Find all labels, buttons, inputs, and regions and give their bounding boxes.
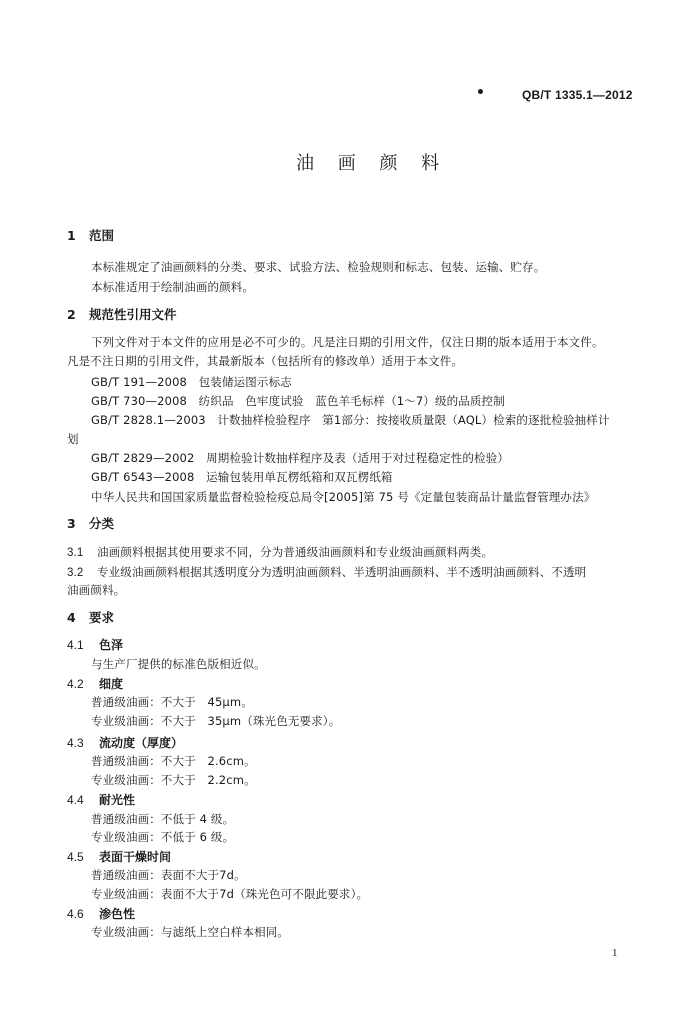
subclause-title: 耐光性 [99,793,136,807]
subclause-heading [67,737,183,749]
clause-text-continuation: 油画颜料。 [67,583,126,597]
reference-item: GB/T 2828.1—2003 计数抽样检验程序 第1部分：按接收质量限（AQL）检索的逐批检验抽样计 [91,413,610,427]
requirement-line: 专业级油画：不低于 6 级。 [91,830,235,844]
section-number: 1 [67,228,76,243]
clause-3-1 [67,547,493,560]
subclause-title: 表面干燥时间 [99,850,172,864]
subclause-heading [67,639,123,651]
paragraph: 本标准规定了油画颜料的分类、要求、试验方法、检验规则和标志、包装、运输、贮存。 [91,260,546,274]
requirement-line: 普通级油画：表面不大于7d。 [91,868,246,882]
reference-item: GB/T 730—2008 纺织品 色牢度试验 蓝色羊毛标样（1～7）级的品质控制 [91,394,505,408]
subclause-number: 4.5 [67,850,84,864]
subclause-number: 4.6 [67,907,84,921]
section-number: 4 [67,610,76,625]
paragraph: 下列文件对于本文件的应用是必不可少的。凡是注日期的引用文件，仅注日期的版本适用于本文件。 [91,335,604,349]
section-title: 规范性引用文件 [89,307,177,322]
requirement-line: 普通级油画：不大于 45μm。 [91,695,253,709]
paragraph: 凡是不注日期的引用文件，其最新版本（包括所有的修改单）适用于本文件。 [67,354,464,368]
subclause-title: 色泽 [99,638,124,652]
clause-text: 油画颜料根据其使用要求不同，分为普通级油画颜料和专业级油画颜料两类。 [97,545,494,559]
requirement-line: 普通级油画：不大于 2.6cm。 [91,754,256,768]
clause-text: 专业级油画颜料根据其透明度分为透明油画颜料、半透明油画颜料、半不透明油画颜料、不透明 [97,565,587,579]
subclause-heading [67,851,171,863]
page-number: 1 [612,947,618,959]
requirement-line: 专业级油画：与滤纸上空白样本相同。 [91,925,290,939]
clause-number: 3.1 [67,547,84,559]
section-3-heading [67,518,114,531]
reference-item-continuation: 划 [67,432,79,446]
section-title: 要求 [89,610,115,625]
subclause-number: 4.2 [67,677,84,691]
section-title: 范围 [89,228,115,243]
reference-item: GB/T 191—2008 包装储运图示标志 [91,375,292,389]
document-title: 油 画 颜 料 [296,153,449,174]
subclause-number: 4.3 [67,736,84,750]
paragraph: 本标准适用于绘制油画的颜料。 [91,280,255,294]
subclause-title: 流动度（厚度） [99,736,184,750]
requirement-line: 专业级油画：不大于 35μm（珠光色无要求）。 [91,714,341,728]
subclause-number: 4.1 [67,638,84,652]
section-number: 2 [67,307,76,322]
requirement-line: 与生产厂提供的标准色版相近似。 [91,657,266,671]
reference-item: GB/T 6543—2008 运输包装用单瓦楞纸箱和双瓦楞纸箱 [91,470,393,484]
reference-item: 中华人民共和国国家质量监督检验检疫总局令[2005]第 75 号《定量包装商品计量监督管理办法》 [91,490,596,504]
section-number: 3 [67,516,76,531]
header-mark: • [476,85,485,101]
section-1-heading [67,230,114,243]
subclause-number: 4.4 [67,793,84,807]
reference-item: GB/T 2829—2002 周期检验计数抽样程序及表（适用于对过程稳定性的检验） [91,451,510,465]
requirement-line: 专业级油画：不大于 2.2cm。 [91,773,256,787]
requirement-line: 专业级油画：表面不大于7d（珠光色可不限此要求）。 [91,887,369,901]
standard-number: QB/T 1335.1—2012 [522,88,633,102]
subclause-title: 细度 [99,677,124,691]
subclause-heading [67,794,135,806]
section-4-heading [67,612,114,625]
subclause-heading [67,678,123,690]
subclause-heading [67,908,135,920]
section-title: 分类 [89,516,115,531]
clause-number: 3.2 [67,567,84,579]
clause-3-2 [67,567,586,580]
section-2-heading [67,309,177,322]
subclause-title: 渗色性 [99,907,136,921]
requirement-line: 普通级油画：不低于 4 级。 [91,812,235,826]
